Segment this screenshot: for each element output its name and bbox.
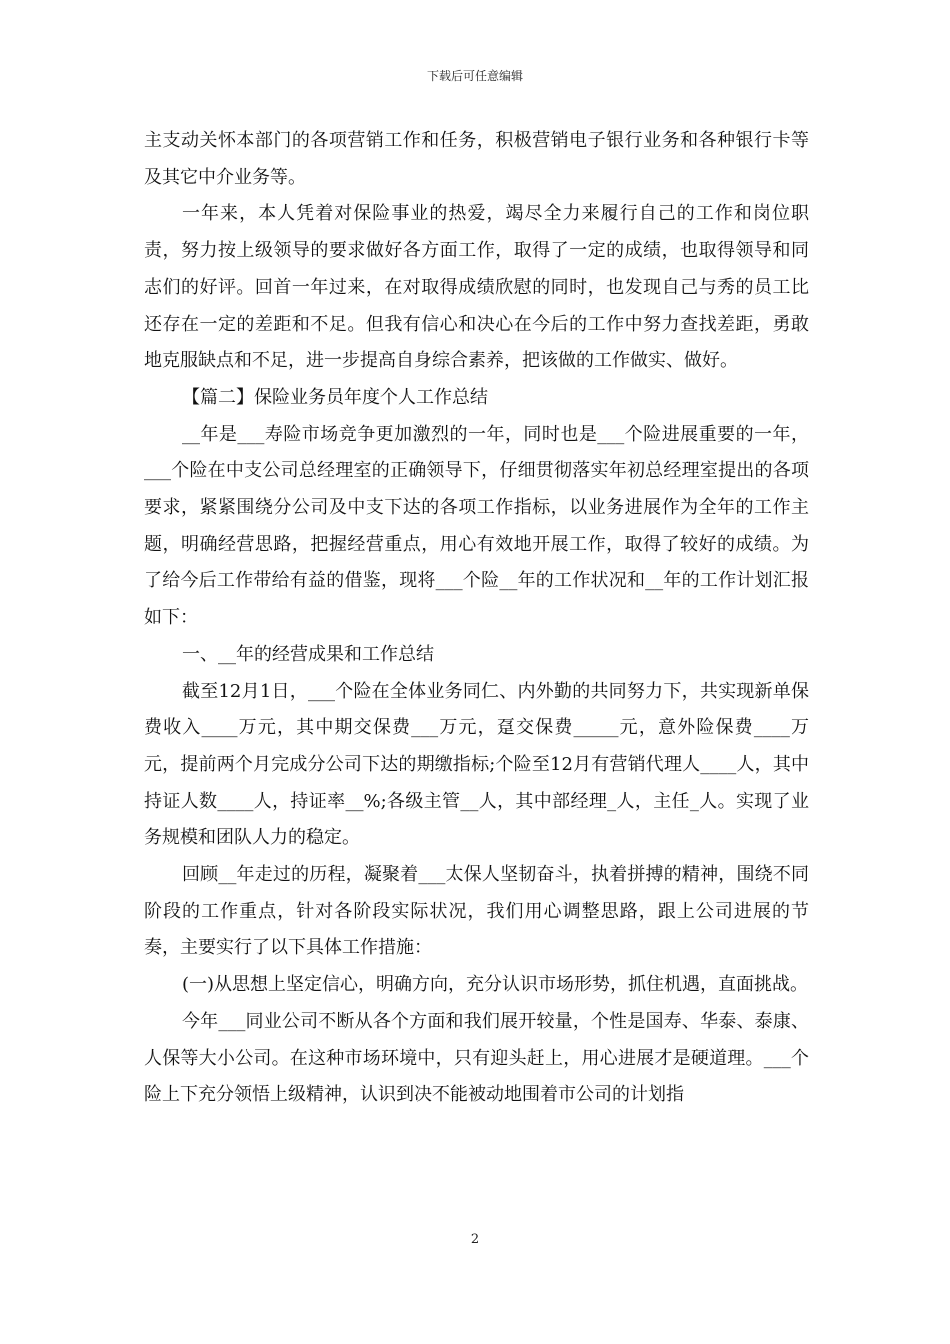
section-heading: 【篇二】保险业务员年度个人工作总结 xyxy=(182,386,488,408)
paragraph: 今年___同业公司不断从各个方面和我们展开较量，个性是国寿、华泰、泰康、人保等大小公司。在这种市场环境中，只有迎头赶上，用心进展才是硬道理。___个险上下充分领悟上级精神，认识到决不能被动地围着市公司的计划指 xyxy=(144,1010,809,1106)
paragraph: __年是___寿险市场竞争更加激烈的一年，同时也是___个险进展重要的一年，___个险在中支公司总经理室的正确领导下，仔细贯彻落实年初总经理室提出的各项要求，紧紧围绕分公司及中支下达的各项工作指标，以业务进展作为全年的工作主题，明确经营思路，把握经营重点，用心有效地开展工作，取得了较好的成绩。为了给今后工作带给有益的借鉴，现将___个险__年的工作状况和__年的工作计划汇报如下： xyxy=(144,423,809,629)
paragraph: 回顾__年走过的历程，凝聚着___太保人坚韧奋斗，执着拼搏的精神，围绕不同阶段的工作重点，针对各阶段实际状况，我们用心调整思路，跟上公司进展的节奏，主要实行了以下具体工作措施： xyxy=(144,864,809,959)
paragraph: 截至12月1日，___个险在全体业务同仁、内外勤的共同努力下，共实现新单保费收入____万元，其中期交保费___万元，趸交保费_____元，意外险保费____万元，提前两个月完成分公司下达的期缴指标;个险至12月有营销代理人____人，其中持证人数____人，持证率__%;各级主管__人，其中部经理_人，主任_人。实现了业务规模和团队人力的稳定。 xyxy=(144,680,809,849)
subsection-heading: 一、__年的经营成果和工作总结 xyxy=(182,643,434,665)
document-body xyxy=(144,123,809,1114)
list-item-heading: (一)从思想上坚定信心，明确方向，充分认识市场形势，抓住机遇，直面挑战。 xyxy=(182,974,809,996)
page-number: 2 xyxy=(470,1232,480,1247)
page-header-note: 下载后可任意编辑 xyxy=(426,69,523,83)
paragraph: 主支动关怀本部门的各项营销工作和任务，积极营销电子银行业务和各种银行卡等及其它中介业务等。 xyxy=(144,130,809,188)
paragraph: 一年来，本人凭着对保险事业的热爱，竭尽全力来履行自己的工作和岗位职责，努力按上级领导的要求做好各方面工作，取得了一定的成绩，也取得领导和同志们的好评。回首一年过来，在对取得成绩欣慰的同时，也发现自己与秀的员工比还存在一定的差距和不足。但我有信心和决心在今后的工作中努力查找差距，勇敢地克服缺点和不足，进一步提高自身综合素养，把该做的工作做实、做好。 xyxy=(144,203,809,372)
